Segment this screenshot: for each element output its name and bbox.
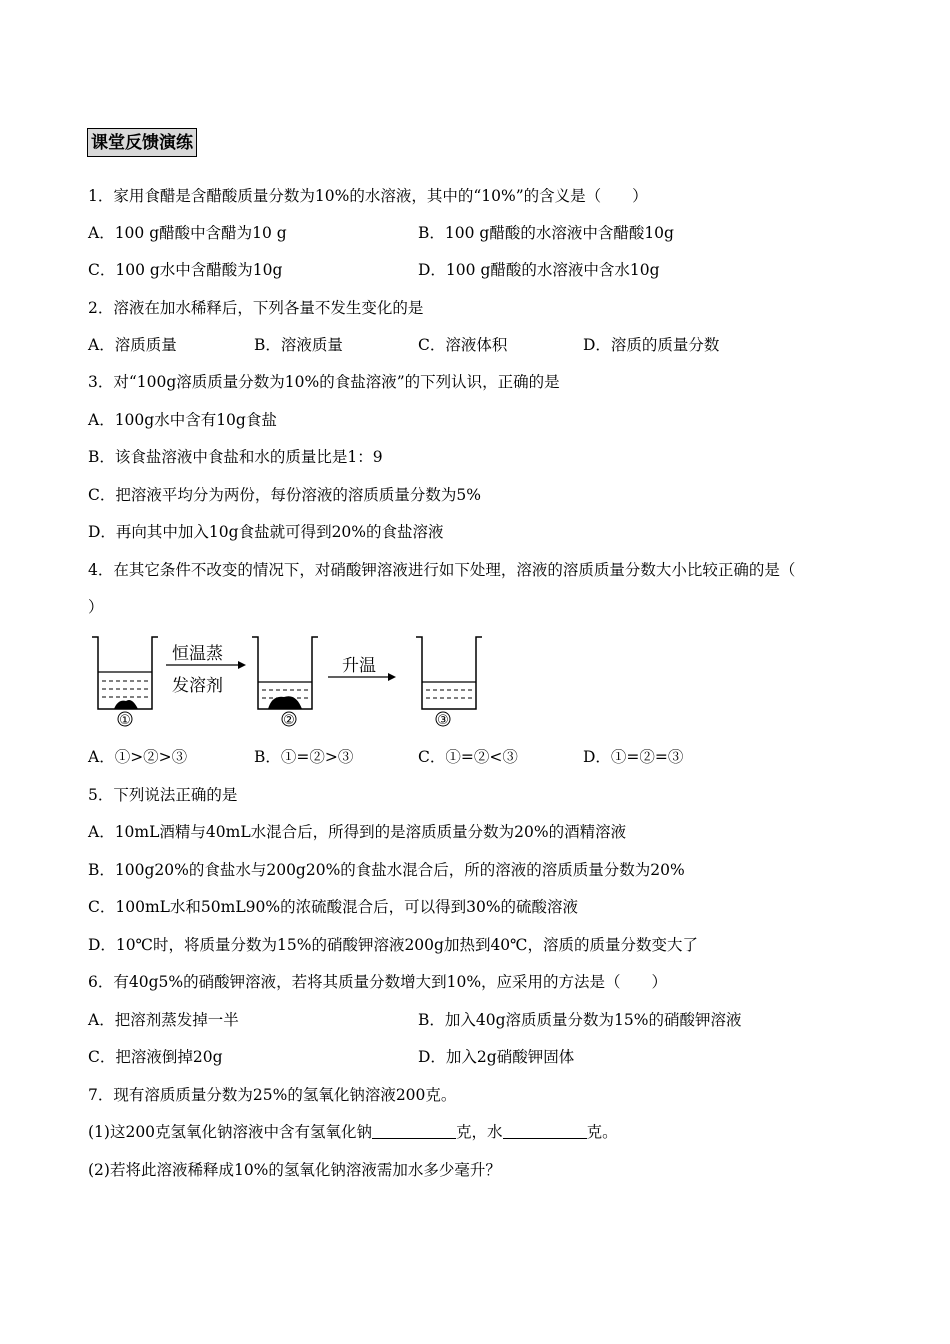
q2-option-c: C．溶液体积 xyxy=(418,336,508,354)
arrow-evaporate xyxy=(166,644,246,696)
q1-option-a: A．100 g醋酸中含醋为10 g xyxy=(88,224,287,242)
q3-option-b: B．该食盐溶液中食盐和水的质量比是1：9 xyxy=(88,448,383,466)
q4-option-d: D．①=②=③ xyxy=(583,748,684,766)
beaker-3-label: ③ xyxy=(437,713,449,728)
arrow-2-label: 升温 xyxy=(342,656,376,676)
q5-option-b: B．100g20%的食盐水与200g20%的食盐水混合后，所的溶液的溶质质量分数为20% xyxy=(88,861,685,879)
q2-stem: 2．溶液在加水稀释后，下列各量不发生变化的是 xyxy=(88,299,424,317)
q2-option-d: D．溶质的质量分数 xyxy=(583,336,720,354)
crystal-deposit-1 xyxy=(114,700,138,709)
arrow-heat xyxy=(328,656,396,681)
q3-option-c: C．把溶液平均分为两份，每份溶液的溶质质量分数为5% xyxy=(88,486,481,504)
q1-option-c: C．100 g水中含醋酸为10g xyxy=(88,261,283,279)
arrow-1-label-line-1: 恒温蒸 xyxy=(172,644,223,664)
q7-stem: 7．现有溶质质量分数为25%的氢氧化钠溶液200克。 xyxy=(88,1086,457,1104)
q1-option-d: D．100 g醋酸的水溶液中含水10g xyxy=(418,261,660,279)
q6-stem: 6．有40g5%的硝酸钾溶液，若将其质量分数增大到10%，应采用的方法是（ ） xyxy=(88,973,668,991)
q2-option-a: A．溶质质量 xyxy=(88,336,177,354)
q4-option-c: C．①=②<③ xyxy=(418,748,518,766)
q4-option-b: B．①=②>③ xyxy=(254,748,354,766)
q3-stem: 3．对“100g溶质质量分数为10%的食盐溶液”的下列认识，正确的是 xyxy=(88,373,560,391)
q3-option-d: D．再向其中加入10g食盐就可得到20%的食盐溶液 xyxy=(88,523,444,541)
q7-part-1-text-a: (1)这200克氢氧化钠溶液中含有氢氧化钠 xyxy=(88,1123,373,1141)
q5-stem: 5．下列说法正确的是 xyxy=(88,786,238,804)
q7-part-1-text-b: 克，水 xyxy=(456,1123,503,1141)
answer-blank-water-mass[interactable] xyxy=(503,1122,587,1139)
q4-stem-end: ） xyxy=(88,598,104,616)
beaker-2-label: ② xyxy=(283,713,295,728)
q4-option-a: A．①>②>③ xyxy=(88,748,188,766)
crystal-deposit-2 xyxy=(268,696,302,709)
q5-option-d: D．10℃时，将质量分数为15%的硝酸钾溶液200g加热到40℃，溶质的质量分数变大了 xyxy=(88,936,699,954)
q6-option-d: D．加入2g硝酸钾固体 xyxy=(418,1048,575,1066)
beaker-2 xyxy=(252,637,318,728)
beaker-1 xyxy=(92,637,158,728)
beaker-figure xyxy=(88,633,408,733)
q6-option-a: A．把溶剂蒸发掉一半 xyxy=(88,1011,239,1029)
q2-option-b: B．溶液质量 xyxy=(254,336,343,354)
q7-part-2: (2)若将此溶液稀释成10%的氢氧化钠溶液需加水多少毫升？ xyxy=(88,1161,501,1179)
q6-option-b: B．加入40g溶质质量分数为15%的硝酸钾溶液 xyxy=(418,1011,742,1029)
beaker-3-figure xyxy=(412,633,492,733)
answer-blank-naoh-mass[interactable] xyxy=(372,1122,456,1139)
q4-stem: 4．在其它条件不改变的情况下，对硝酸钾溶液进行如下处理，溶液的溶质质量分数大小比较正确的是（ xyxy=(88,561,796,579)
q7-part-1-text-c: 克。 xyxy=(586,1123,618,1141)
q5-option-a: A．10mL酒精与40mL水混合后，所得到的是溶质质量分数为20%的酒精溶液 xyxy=(88,823,627,841)
q3-option-a: A．100g水中含有10g食盐 xyxy=(88,411,277,429)
q7-part-1 xyxy=(88,1121,618,1143)
q5-option-c: C．100mL水和50mL90%的浓硫酸混合后，可以得到30%的硫酸溶液 xyxy=(88,898,579,916)
q1-option-b: B．100 g醋酸的水溶液中含醋酸10g xyxy=(418,224,674,242)
q1-stem: 1．家用食醋是含醋酸质量分数为10%的水溶液，其中的“10%”的含义是（ ） xyxy=(88,187,648,205)
q6-option-c: C．把溶液倒掉20g xyxy=(88,1048,223,1066)
arrow-1-label-line-2: 发溶剂 xyxy=(172,676,223,696)
section-title: 课堂反馈演练 xyxy=(87,128,197,157)
beaker-1-label: ① xyxy=(119,713,131,728)
beaker-3 xyxy=(416,637,482,728)
